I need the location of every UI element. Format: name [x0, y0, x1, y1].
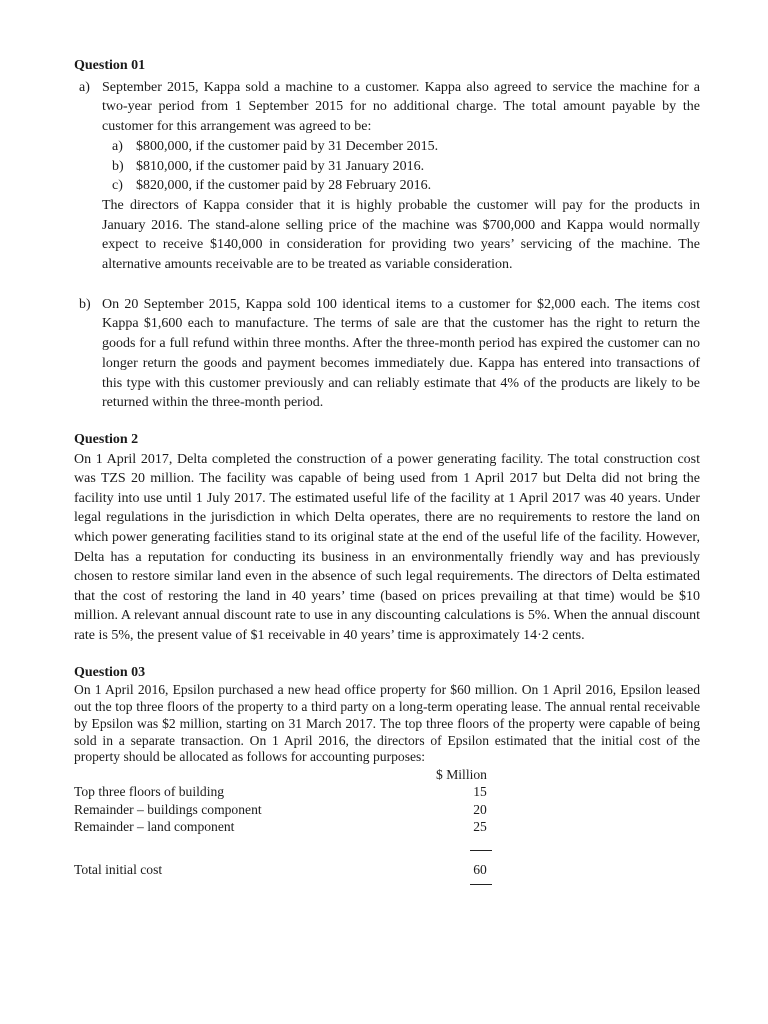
question-2-title: Question 2 — [74, 431, 139, 447]
question-3-text: On 1 April 2016, Epsilon purchased a new head office property for $60 million. On 1 April 2016, Epsilon leased out the top three floors of the property to a third party on a long-term operating lease. The annual rental receivable by Epsilon was $2 million, starting on 31 March 2017. The top three floors of the property were capable of being sold in a separate transaction. On 1 April 2016, the directors of Epsilon estimated that the initial cost of the property should be allocated as follows for accounting purposes: — [74, 682, 700, 765]
part-a-label: a) — [79, 79, 90, 95]
subtotal-rule — [470, 850, 492, 851]
question-1-title: Question 01 — [74, 58, 146, 73]
part-a-intro: September 2015, Kappa sold a machine to a customer. Kappa also agreed to service the machine for a two-year period from 1 September 2015 for no additional charge. The total amount payable by the customer for this arrangement was agreed to be: — [102, 79, 700, 135]
question-1-part-a — [74, 78, 700, 275]
part-b-text: On 20 September 2015, Kappa sold 100 identical items to a customer for $2,000 each. The items cost Kappa $1,600 each to manufacture. The terms of sale are that the customer has the right to return the goods for a full refund within three months. After the three-month period has expired the customer can no longer return the goods and payment becomes immediately due. Kappa has entered into transactions of this type with this customer previously and can reliably estimate that 4% of the products are likely to be returned within the three-month period. — [102, 296, 700, 411]
question-3-title: Question 03 — [74, 664, 146, 680]
document-page — [74, 56, 700, 892]
part-b-label: b) — [79, 296, 91, 312]
total-rule — [470, 884, 492, 885]
question-2-text: On 1 April 2017, Delta completed the construction of a power generating facility. The total construction cost was TZS 20 million. The facility was capable of being used from 1 April 2017 but Delta did not bring the facility into use until 1 July 2017. The estimated useful life of the facility at 1 April 2017 was 40 years. Under legal regulations in the jurisdiction in which Delta operates, there are no requirements to restore the land on which power generating facilities stand to its original state at the end of the useful life of the facility. However, Delta has a reputation for conducting its business in an environmentally friendly way and has previously chosen to restore similar land even in the absence of such legal requirements. The directors of Delta estimated that the cost of restoring the land in 40 years’ time (based on prices prevailing at that time) would be $10 million. A relevant annual discount rate to use in any discounting calculations is 5%. When the annual discount rate is 5%, the present value of $1 receivable in 40 years’ time is approximately 14·2 cents. — [74, 451, 700, 643]
question-1 — [74, 56, 700, 413]
question-1-part-b — [74, 295, 700, 413]
question-1-body — [74, 78, 700, 413]
table-bottom-row — [74, 878, 700, 892]
question-2 — [74, 430, 700, 646]
table-row: Remainder – land component 25 — [74, 819, 487, 835]
table-unit-header: $ Million — [436, 767, 487, 783]
question-3 — [74, 663, 700, 893]
table-total-row: Total initial cost 60 — [74, 861, 487, 877]
table-row: Top three floors of building 15 — [74, 784, 487, 800]
table-spacer-row — [74, 836, 700, 861]
table-row: Remainder – buildings component 20 — [74, 801, 487, 817]
part-a-outro: The directors of Kappa consider that it is highly probable the customer will pay for the products in January 2016. The stand-alone selling price of the machine was $700,000 and Kappa would normally expect to receive $140,000 in consideration for providing two years’ servicing of the machine. The alternative amounts receivable are to be treated as variable consideration. — [102, 197, 700, 273]
payment-option: a) $800,000, if the customer paid by 31 December 2015. — [112, 138, 439, 154]
payment-option: b) $810,000, if the customer paid by 31 January 2016. — [112, 158, 425, 174]
cost-allocation-table — [74, 766, 700, 892]
payment-option: c) $820,000, if the customer paid by 28 February 2016. — [112, 178, 432, 194]
